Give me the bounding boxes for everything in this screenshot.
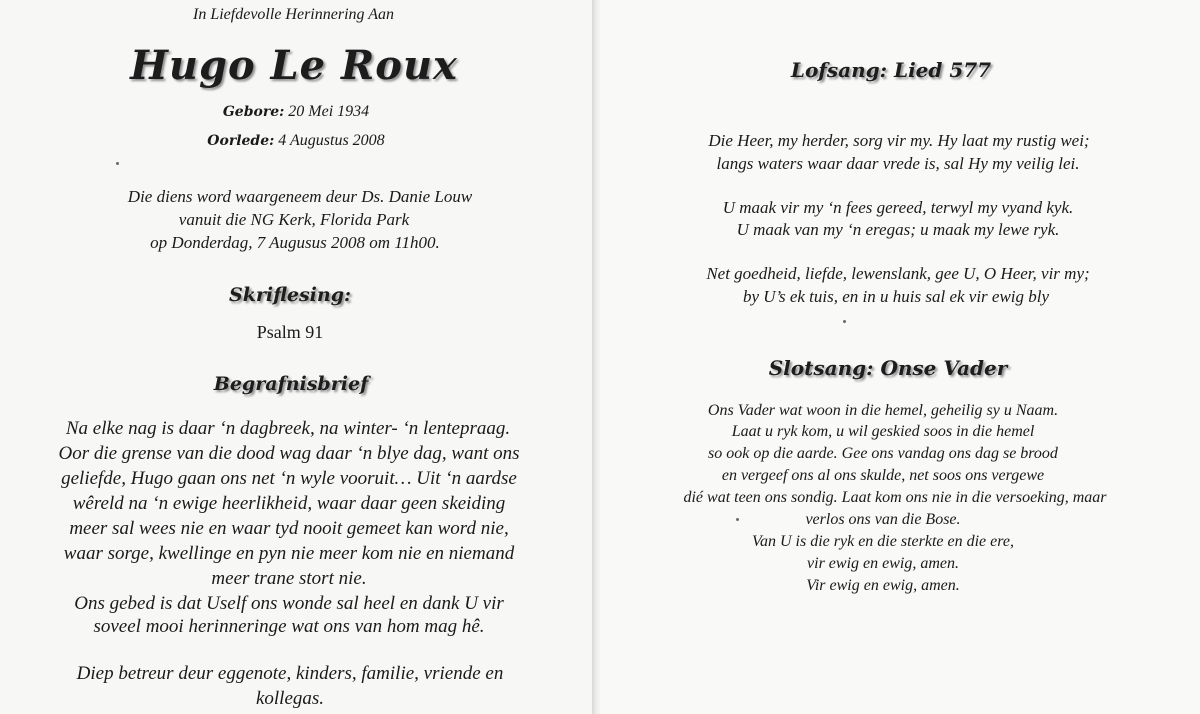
letter-heading: Begrafnisbrief [213,373,369,395]
letter-line: geliefde, Hugo gaan ons net ‘n wyle vooruit… Uit ‘n aardse [61,468,517,489]
hymn-line: Net goedheid, liefde, lewenslank, gee U, O Heer, vir my; [706,264,1090,283]
prayer-line: so ook op die aarde. Gee ons vandag ons dag se brood [708,445,1058,462]
letter-line: meer sal wees nie en waar tyd nooit gemeet kan word nie, [69,518,509,539]
prayer-line: vir ewig en ewig, amen. [807,555,959,572]
hymn-line: Die Heer, my herder, sorg vir my. Hy laat my rustig wei; [708,131,1090,150]
page-fold [592,0,600,714]
letter-line: Na elke nag is daar ‘n dagbreek, na winter- ‘n lentepraag. [65,418,511,439]
prayer-line: verlos ons van die Bose. [805,511,961,528]
service-line: Die diens word waargeneem deur Ds. Danie Louw [127,187,473,206]
speck [736,518,739,521]
prayer-line: dié wat teen ons sondig. Laat kom ons nie in die versoeking, maar [683,489,1107,506]
mourners-line: Diep betreur deur eggenote, kinders, familie, vriende en [76,663,504,684]
letter-line: waar sorge, kwellinge en pyn nie meer kom nie en niemand [63,543,515,564]
speck [843,320,846,323]
intro-line: In Liefdevolle Herinnering Aan [193,6,394,23]
prayer-line: Vir ewig en ewig, amen. [806,577,960,594]
letter-line: meer trane stort nie. [211,568,367,589]
prayer-line: Laat u ryk kom, u wil geskied soos in die hemel [731,423,1035,440]
closing-heading: Slotsang: Onse Vader [768,356,1008,380]
reading-heading: Skriflesing: [228,284,352,306]
hymn-line: by U’s ek tuis, en in u huis sal ek vir ewig bly [742,287,1050,306]
left-page [0,0,592,714]
letter-line: Oor die grense van die dood wag daar ‘n blye dag, want ons [58,443,520,464]
deceased-name: Hugo Le Roux [130,42,458,89]
prayer-line: Ons Vader wat woon in die hemel, geheilig sy u Naam. [707,402,1059,419]
mourners-line: kollegas. [255,688,325,709]
died-date: 4 Augustus 2008 [278,132,385,149]
hymn-heading: Lofsang: Lied 577 [790,58,992,82]
hymn-line: U maak van my ‘n eregas; u maak my lewe ryk. [736,220,1060,239]
letter-line: wêreld na ‘n ewige heerlikheid, waar daar geen skeiding [72,493,506,514]
hymn-line: langs waters waar daar vrede is, sal Hy my veilig lei. [716,154,1080,173]
right-page [600,0,1200,714]
letter-line: Ons gebed is dat Uself ons wonde sal heel en dank U vir [74,593,504,614]
reading-text: Psalm 91 [256,322,324,342]
born-date: 20 Mei 1934 [288,103,370,120]
died-label: Oorlede: [207,133,275,149]
born-label: Gebore: [222,104,285,120]
hymn-line: U maak vir my ‘n fees gereed, terwyl my vyand kyk. [722,198,1074,217]
prayer-line: Van U is die ryk en die sterkte en die ere, [752,533,1014,550]
letter-line: soveel mooi herinneringe wat ons van hom mag hê. [93,616,485,637]
service-line: op Donderdag, 7 Augusus 2008 om 11h00. [150,233,440,252]
service-line: vanuit die NG Kerk, Florida Park [178,210,410,229]
prayer-line: en vergeef ons al ons skulde, net soos ons vergewe [721,467,1045,484]
died-line [0,132,592,150]
speck [116,162,119,165]
born-line [0,103,592,121]
